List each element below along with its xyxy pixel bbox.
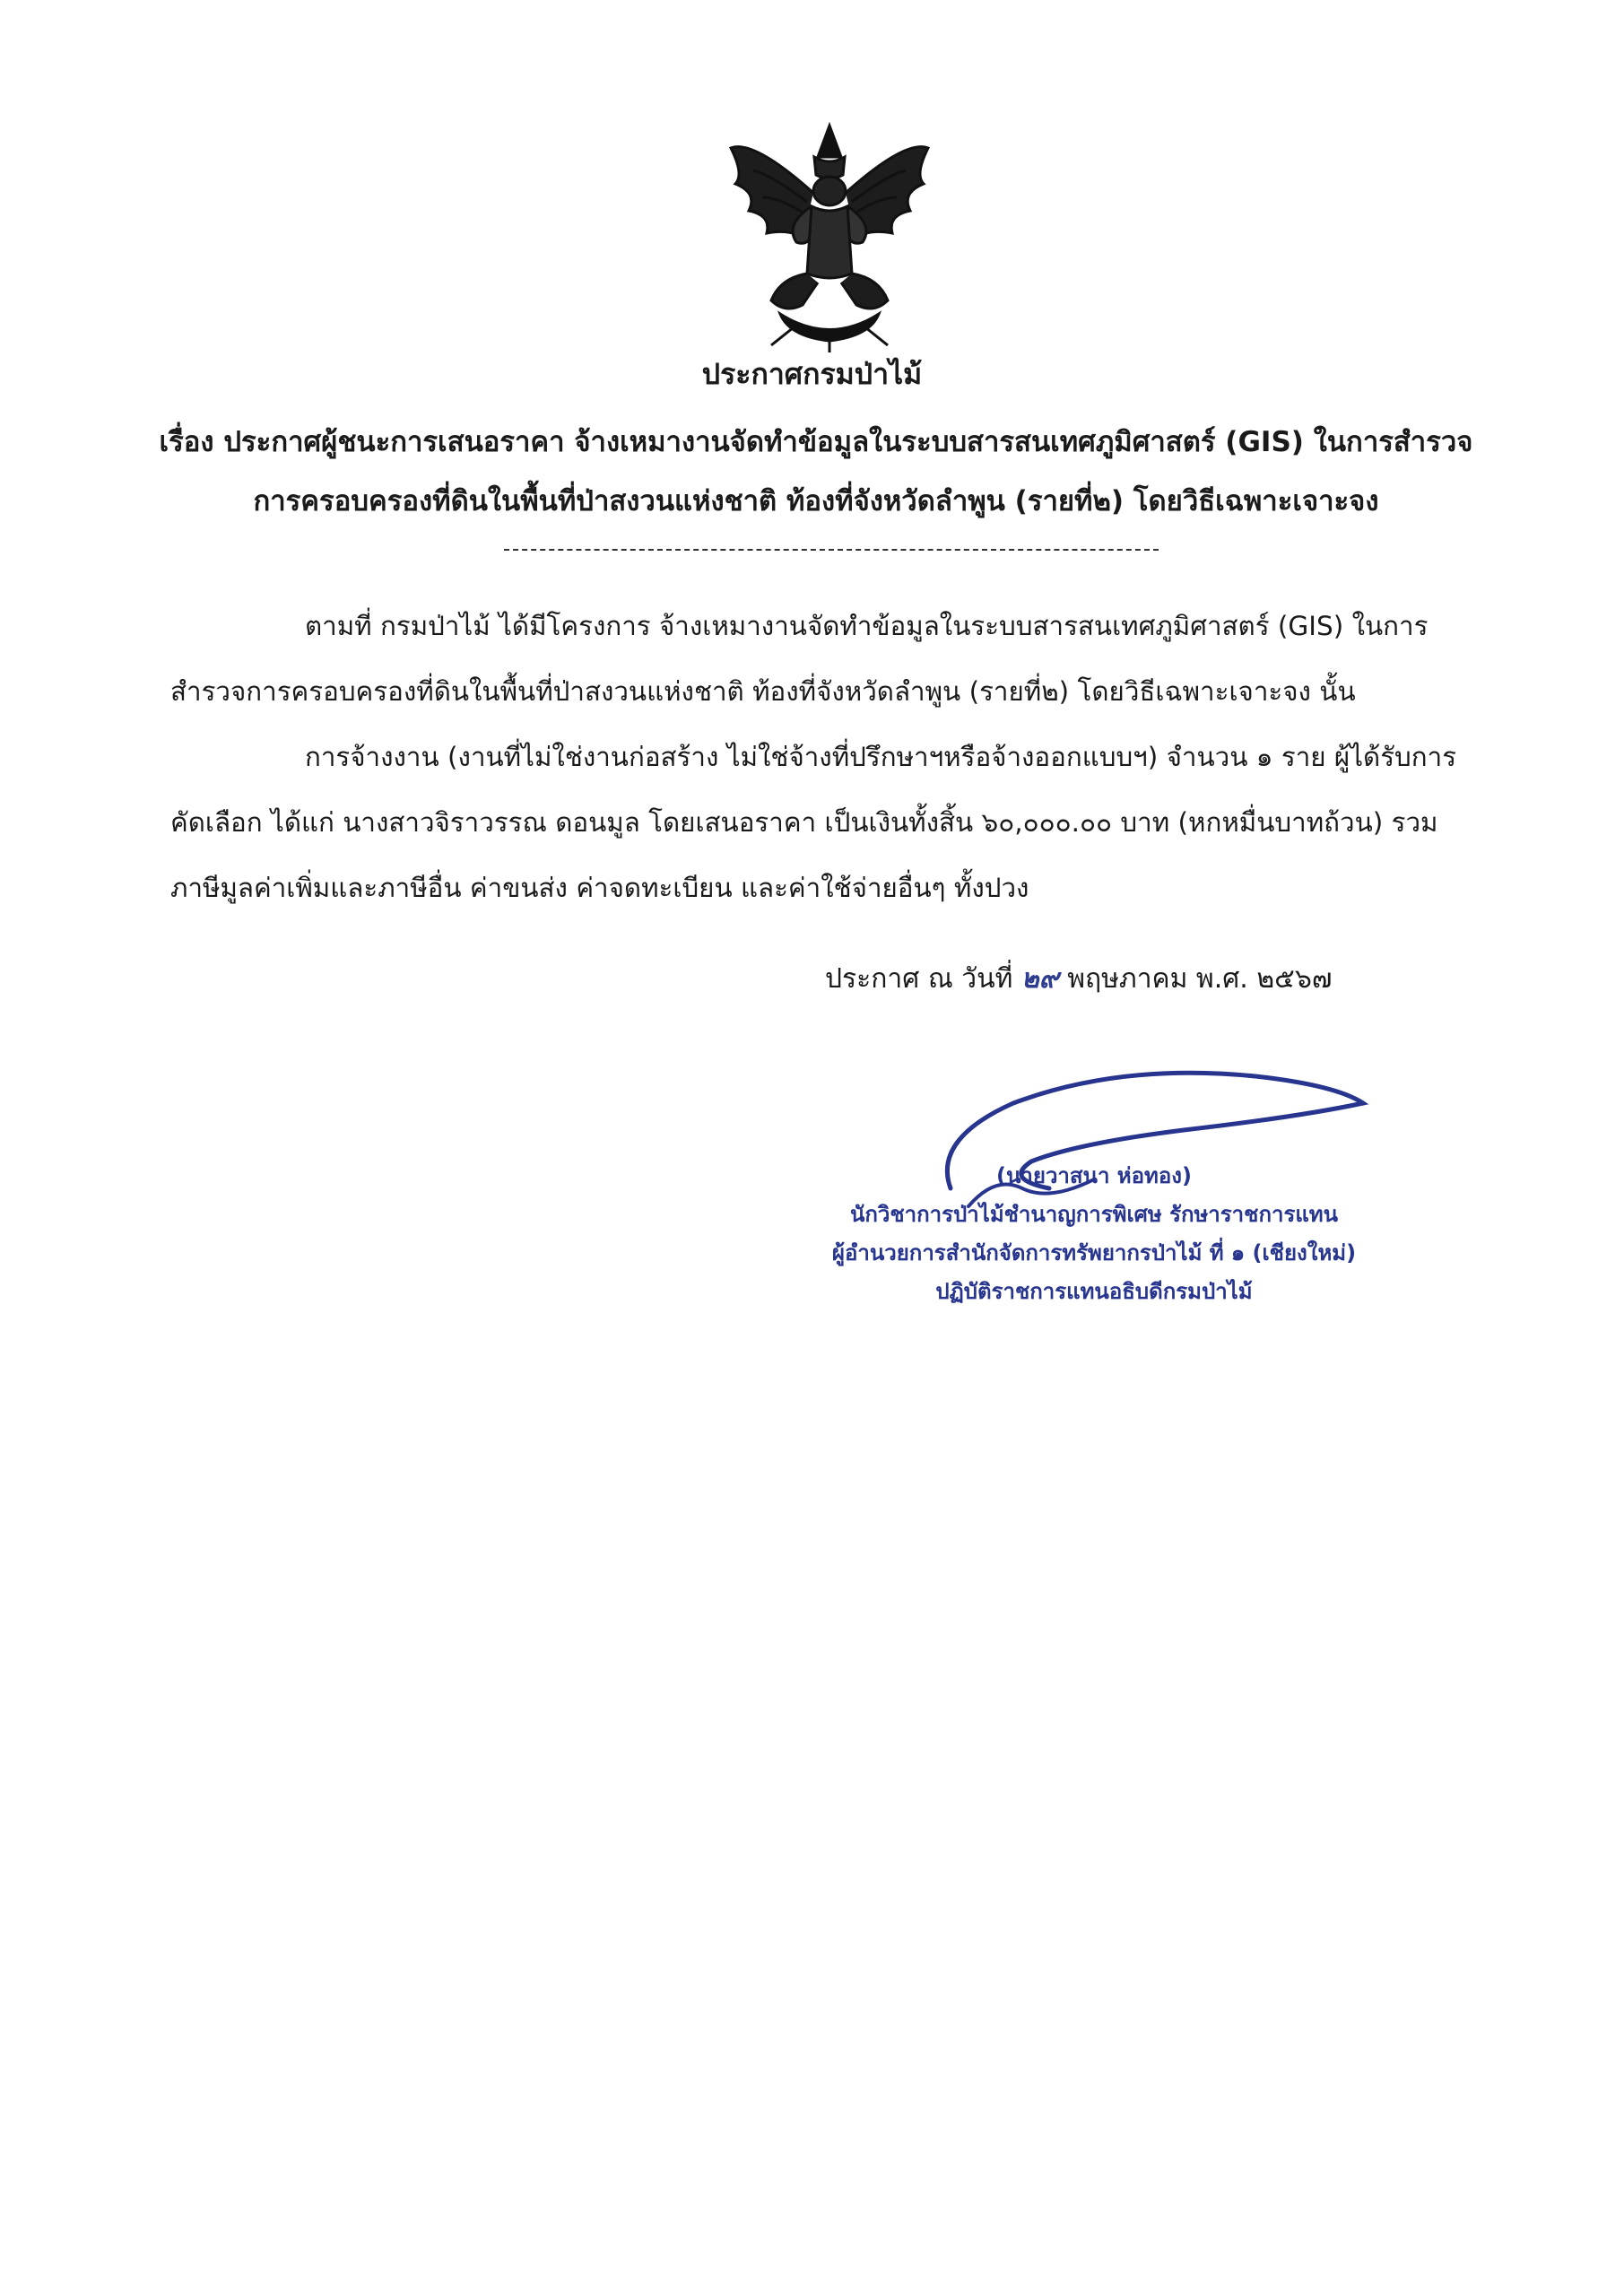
paragraph-1-line-2: สำรวจการครอบครองที่ดินในพื้นที่ป่าสงวนแห่งชาติ ท้องที่จังหวัดลำพูน (รายที่๒) โดยวิธีเฉพาะเจาะจง นั้น [170,676,1356,707]
signatory-position-2: ผู้อำนวยการสำนักจัดการทรัพยากรป่าไม้ ที่ ๑ (เชียงใหม่) [831,1240,1357,1265]
signatory-name: (นายวาสนา ห่อทอง) [996,1163,1192,1188]
signatory-position-1: นักวิชาการป่าไม้ชำนาญการพิเศษ รักษาราชการแทน [849,1202,1339,1227]
paragraph-1 [170,594,1480,725]
paragraph-2-line-1: การจ้างงาน (งานที่ไม่ใช่งานก่อสร้าง ไม่ใช่จ้างที่ปรึกษาฯหรือจ้างออกแบบฯ) จำนวน ๑ ราย ผู้ได้รับการ [305,742,1457,772]
paragraph-2-line-2: คัดเลือก ได้แก่ นางสาวจิราวรรณ ดอนมูล โดยเสนอราคา เป็นเงินทั้งสิ้น ๖๐,๐๐๐.๐๐ บาท (หกหมื่นบาทถ้วน) รวม [170,807,1438,838]
announcement-date [825,961,1332,997]
garuda-emblem [717,121,942,354]
signatory-position-3: ปฏิบัติราชการแทนอธิบดีกรมป่าไม้ [935,1279,1253,1304]
document-subject [108,413,1524,531]
dashed-divider [504,549,1159,551]
paragraph-2-line-3: ภาษีมูลค่าเพิ่มและภาษีอื่น ค่าขนส่ง ค่าจดทะเบียน และค่าใช้จ่ายอื่นๆ ทั้งปวง [170,873,1029,903]
subject-line-2: การครอบครองที่ดินในพื้นที่ป่าสงวนแห่งชาติ ท้องที่จังหวัดลำพูน (รายที่๒) โดยวิธีเฉพาะเจาะจง [253,485,1379,517]
announce-day: ๒๙ [1020,963,1059,995]
document-title: ประกาศกรมป่าไม้ [701,357,923,391]
subject-line-1: เรื่อง ประกาศผู้ชนะการเสนอราคา จ้างเหมางานจัดทำข้อมูลในระบบสารสนเทศภูมิศาสตร์ (GIS) ในการสำรวจ [159,426,1473,458]
paragraph-1-line-1: ตามที่ กรมป่าไม้ ได้มีโครงการ จ้างเหมางานจัดทำข้อมูลในระบบสารสนเทศภูมิศาสตร์ (GIS) ในการ [305,611,1429,641]
signatory-block [780,1157,1408,1311]
paragraph-2 [170,725,1480,921]
announce-month-year: พฤษภาคม พ.ศ. ๒๕๖๗ [1067,963,1333,995]
announce-prefix: ประกาศ ณ วันที่ [825,963,1013,995]
